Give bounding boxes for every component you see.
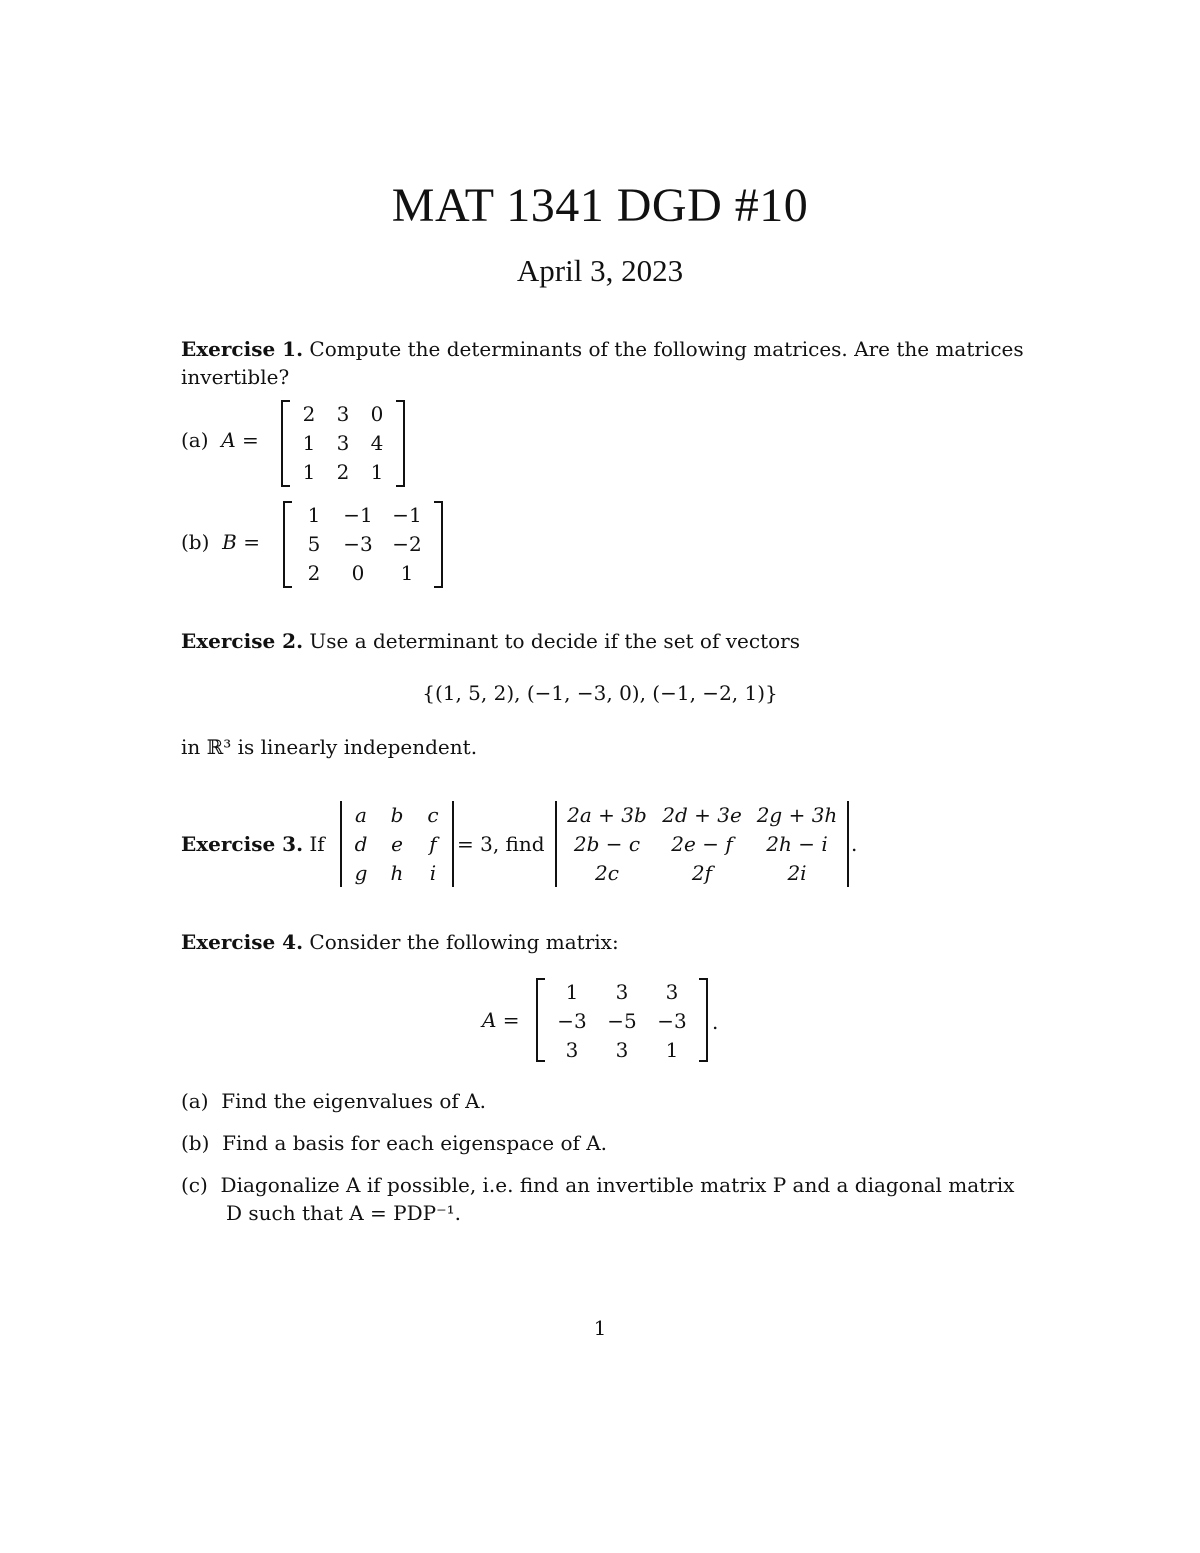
part-label: (b) [181, 1131, 210, 1155]
exercise-4-period: . [712, 1010, 719, 1034]
matrix-cell: 4 [370, 431, 384, 455]
matrix-name: A = [221, 428, 259, 452]
matrix-cell: 1 [665, 1038, 679, 1062]
part-text: Diagonalize A if possible, i.e. find an invertible matrix P and a diagonal matrix [220, 1173, 1015, 1197]
exercise-4a [181, 1087, 486, 1115]
exercise-2-heading: Exercise 2. [181, 629, 304, 653]
exercise-4-body: Consider the following matrix: [309, 930, 619, 954]
part-label: (a) [181, 1089, 209, 1113]
matrix-A-ex4 [536, 978, 708, 1062]
matrix-cell: 1 [565, 980, 579, 1004]
det-cell: 2f [691, 861, 713, 885]
matrix-cell: 3 [336, 402, 350, 426]
matrix-cell: 3 [336, 431, 350, 455]
determinant-left [340, 801, 454, 887]
det-cell: h [390, 861, 404, 885]
det-cell: 2h − i [766, 832, 828, 856]
matrix-cell: −3 [557, 1009, 587, 1033]
exercise-1-line2: invertible? [181, 365, 290, 389]
part-text: Find the eigenvalues of A. [221, 1089, 486, 1113]
matrix-cell: 1 [302, 431, 316, 455]
part-label: (a) [181, 428, 209, 452]
matrix-cell: 1 [307, 503, 321, 527]
exercise-1-text [181, 335, 1041, 391]
det-cell: d [354, 832, 368, 856]
det-cell: 2c [595, 861, 619, 885]
exercise-4-text [181, 928, 1041, 956]
exercise-3-heading: Exercise 3. [181, 832, 304, 856]
matrix-cell: 1 [370, 460, 384, 484]
det-cell: b [390, 803, 404, 827]
document-date: April 3, 2023 [516, 253, 684, 288]
det-cell: 2d + 3e [662, 803, 742, 827]
det-cell: a [355, 803, 367, 827]
det-cell: f [429, 832, 437, 856]
exercise-4b [181, 1129, 607, 1157]
det-cell: g [354, 861, 368, 885]
matrix-cell: −1 [392, 503, 422, 527]
exercise-1b-label [181, 530, 260, 554]
exercise-3-equals: = 3, find [457, 832, 545, 856]
exercise-3-period: . [851, 832, 858, 856]
exercise-3-intro [181, 830, 325, 858]
matrix-A-name: A = [482, 1008, 520, 1032]
matrix-cell: 2 [336, 460, 350, 484]
matrix-cell: −5 [607, 1009, 637, 1033]
exercise-3-if: If [309, 832, 325, 856]
det-cell: 2b − c [573, 832, 641, 856]
vector-set: {(1, 5, 2), (−1, −3, 0), (−1, −2, 1)} [422, 681, 778, 705]
exercise-4c [181, 1171, 1014, 1199]
det-cell: 2g + 3h [756, 803, 838, 827]
exercise-2-body: Use a determinant to decide if the set of vectors [309, 629, 800, 653]
exercise-4c-line2: D such that A = PDP⁻¹. [226, 1201, 462, 1225]
matrix-cell: 2 [302, 402, 316, 426]
exercise-2-tail: in ℝ³ is linearly independent. [181, 735, 478, 759]
matrix-cell: −1 [343, 503, 373, 527]
matrix-cell: 3 [565, 1038, 579, 1062]
det-cell: 2e − f [671, 832, 733, 856]
matrix-cell: 3 [615, 980, 629, 1004]
matrix-cell: −3 [343, 532, 373, 556]
det-cell: i [429, 861, 437, 885]
matrix-cell: −3 [657, 1009, 687, 1033]
part-label: (c) [181, 1173, 208, 1197]
matrix-A-ex1 [281, 400, 405, 487]
exercise-1-heading: Exercise 1. [181, 337, 304, 361]
exercise-2-text [181, 627, 1041, 655]
document-title: MAT 1341 DGD #10 [391, 179, 809, 232]
matrix-cell: 2 [307, 561, 321, 585]
matrix-cell: 0 [351, 561, 365, 585]
matrix-name: B = [222, 530, 260, 554]
exercise-1a-label [181, 428, 259, 452]
matrix-cell: 1 [302, 460, 316, 484]
matrix-cell: −2 [392, 532, 422, 556]
matrix-cell: 5 [307, 532, 321, 556]
part-label: (b) [181, 530, 210, 554]
matrix-cell: 1 [400, 561, 414, 585]
det-cell: c [427, 803, 439, 827]
matrix-cell: 3 [665, 980, 679, 1004]
matrix-cell: 3 [615, 1038, 629, 1062]
determinant-right [555, 801, 849, 887]
matrix-cell: 0 [370, 402, 384, 426]
det-cell: e [391, 832, 403, 856]
exercise-4-heading: Exercise 4. [181, 930, 304, 954]
part-text: Find a basis for each eigenspace of A. [222, 1131, 608, 1155]
matrix-B-ex1 [283, 501, 443, 588]
det-cell: 2a + 3b [567, 803, 647, 827]
det-cell: 2i [787, 861, 807, 885]
page-number: 1 [593, 1316, 607, 1340]
exercise-1-line1: Compute the determinants of the following matrices. Are the matrices [309, 337, 1024, 361]
